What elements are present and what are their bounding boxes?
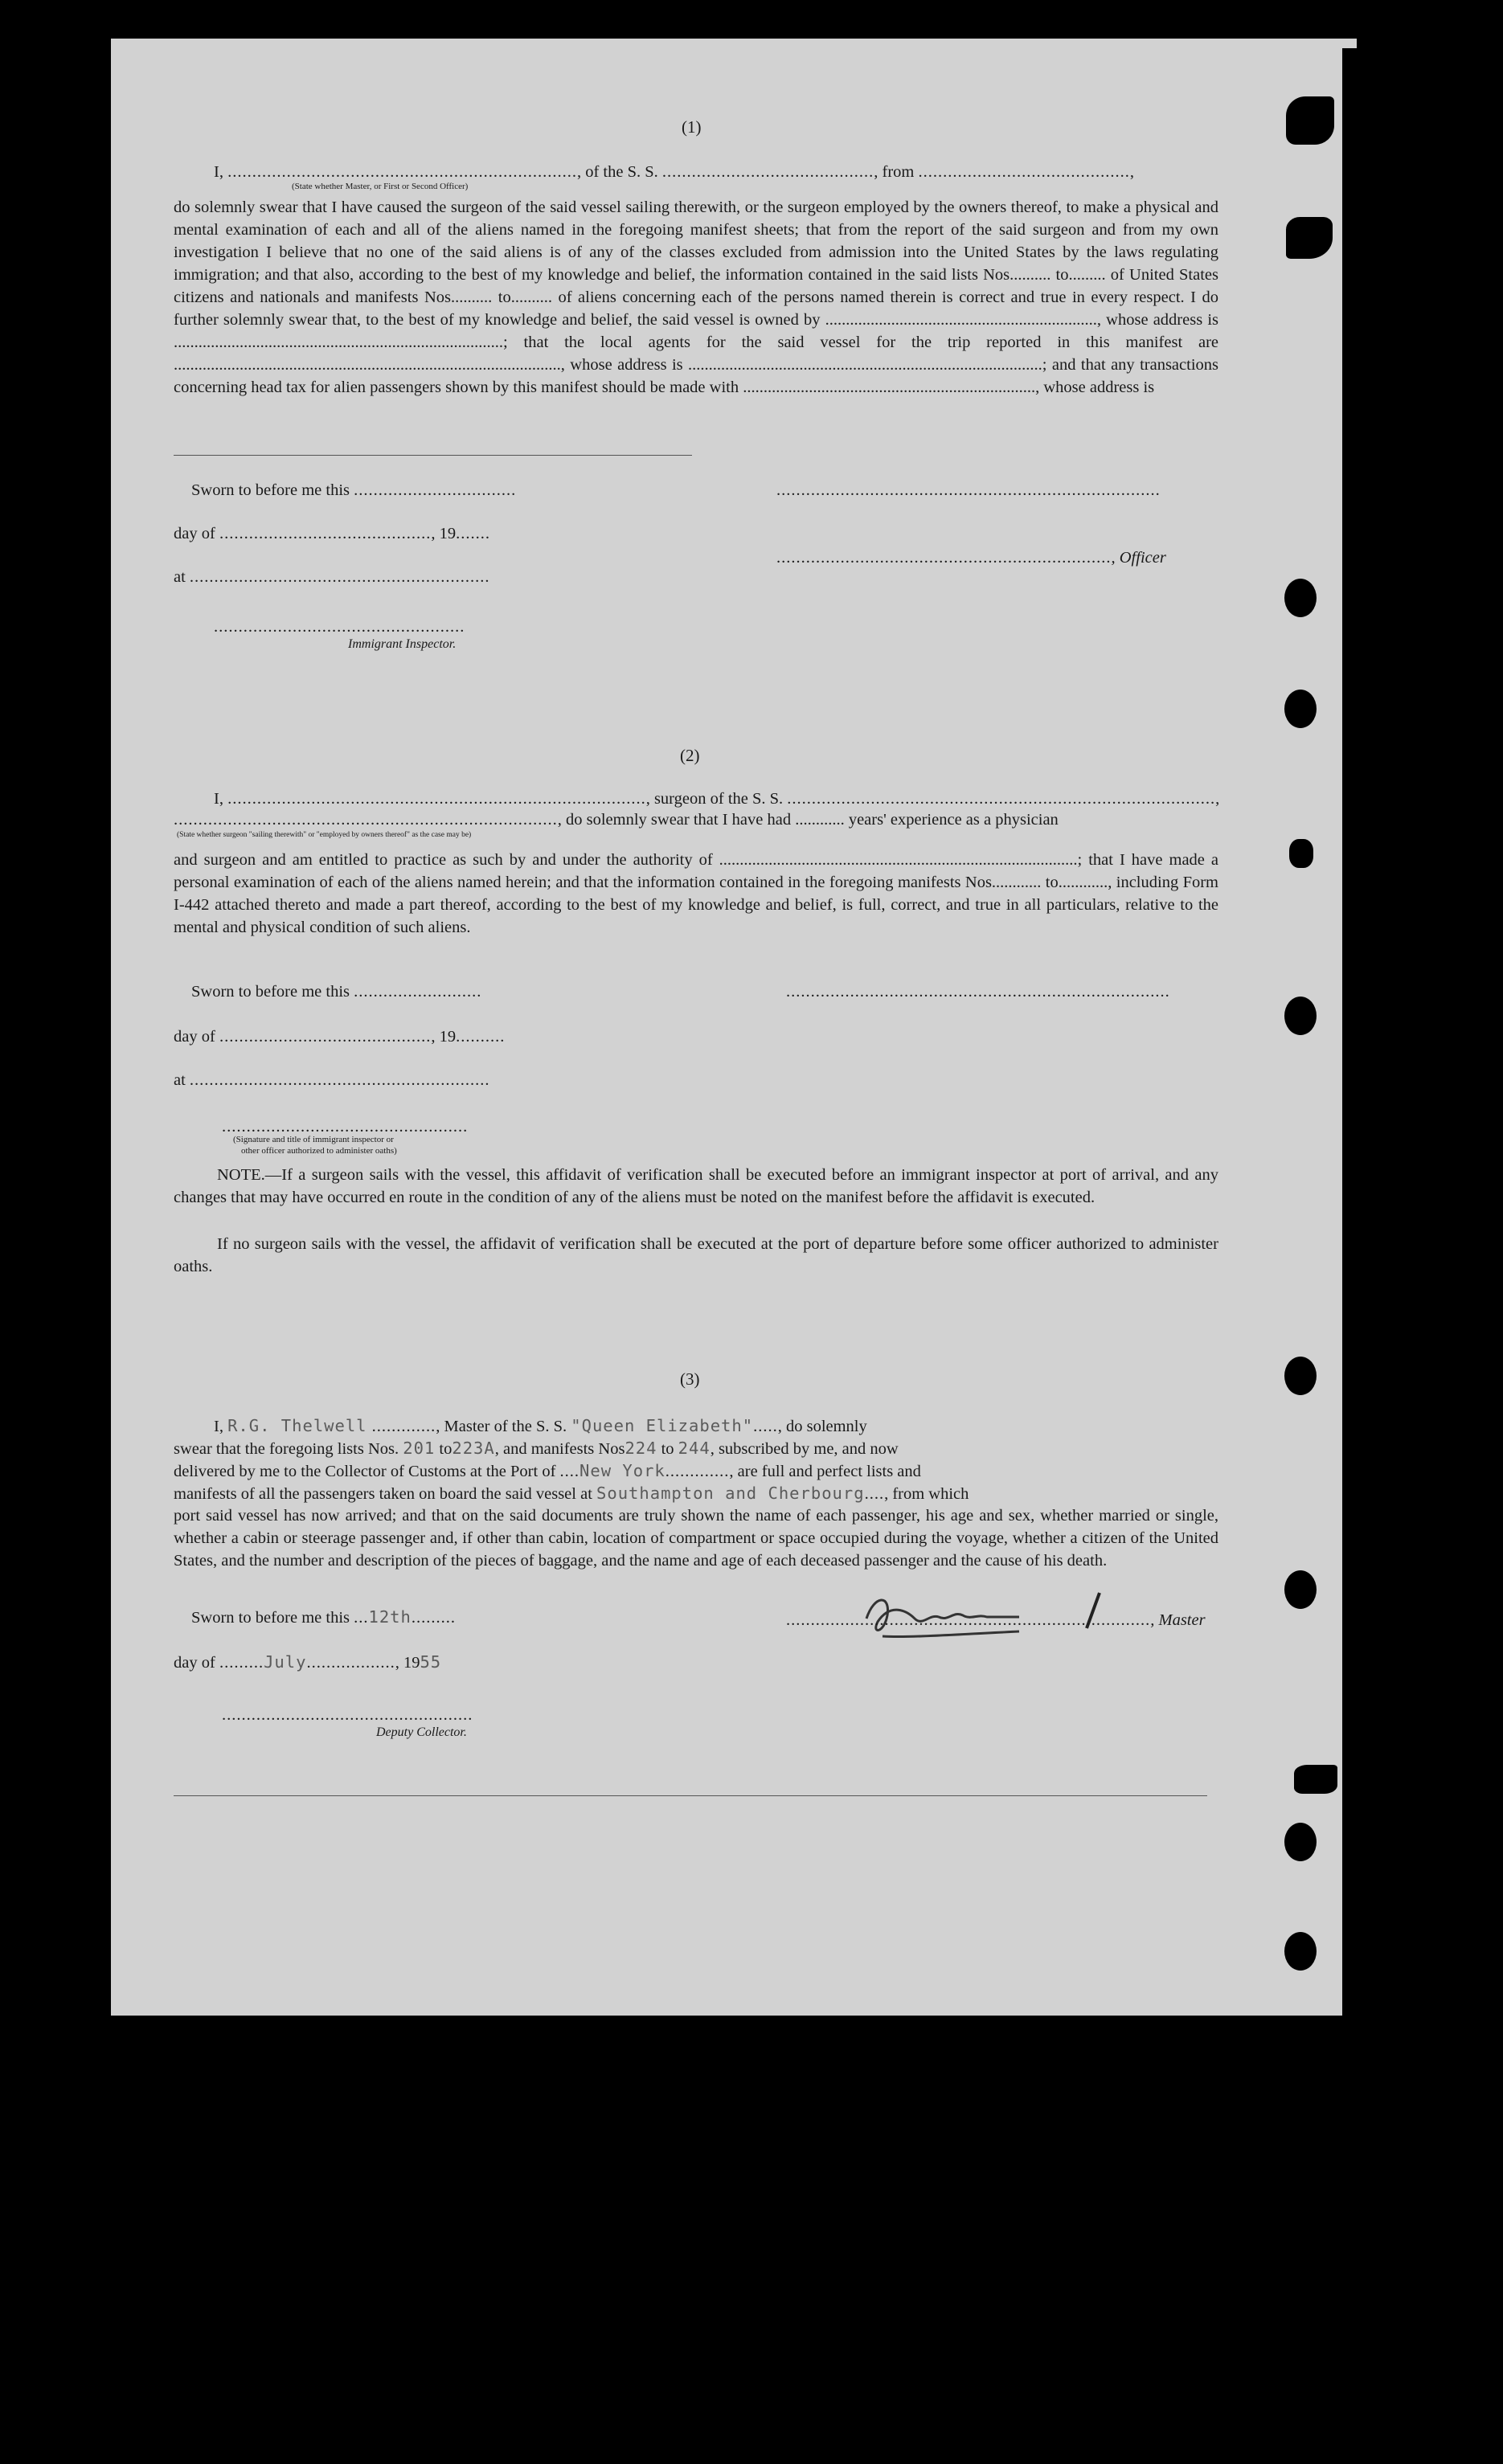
section2-sig-caption-1: (Signature and title of immigrant inspector or bbox=[233, 1135, 394, 1144]
section2-day-label: day of bbox=[174, 1028, 215, 1046]
torn-edge bbox=[1286, 217, 1333, 259]
section3-line4: manifests of all the passengers taken on board the said vessel at Southampton and Cherbourg...., from which bbox=[174, 1484, 969, 1503]
section2-line1-i: I, bbox=[214, 790, 223, 808]
section3-swear: swear that the foregoing lists Nos. bbox=[174, 1440, 399, 1458]
section1-line1: I, ......................................................................., of the S. S. ..........................................., from ..........................................., bbox=[214, 163, 1135, 181]
torn-edge bbox=[1294, 1765, 1337, 1794]
section3-lists-from: 201 bbox=[403, 1439, 436, 1458]
section2-line2-text: , do solemnly swear that I have had ............ years' experience as a physician bbox=[557, 811, 1059, 829]
section3-deputy: Deputy Collector. bbox=[376, 1725, 467, 1739]
section1-line1-ss: , of the S. S. bbox=[576, 163, 658, 181]
section2-note-text: —If a surgeon sails with the vessel, this affidavit of verification shall be executed before an immigrant inspector at port of arrival, and any changes that may have occurred en route in the condition of any of the aliens must be noted on the manifest before the affidavit is executed. bbox=[174, 1166, 1218, 1206]
section3-port: New York bbox=[579, 1461, 665, 1480]
section1-officer: ...................................................................., Officer bbox=[776, 549, 1166, 567]
section3-sworn-label: Sworn to before me this bbox=[191, 1609, 350, 1627]
section3-month: July bbox=[264, 1652, 307, 1672]
bottom-rule bbox=[174, 1795, 1207, 1796]
section3-master-of: , Master of the S. S. bbox=[436, 1418, 567, 1435]
section1-paragraph: do solemnly swear that I have caused the surgeon of the said vessel sailing therewith, or the surgeon employed by the owners thereof, to make a physical and mental examination of each and all of the aliens named in the foregoing manifest sheets; that from the report of the said surgeon and from my own investigation I believe that no one of the said aliens is of any of the classes excluded from admission into the United States by the laws regulating immigration; and that also, according to the best of my knowledge and belief, the information contained in the said lists Nos.......... to......... of United States citizens and nationals and manifests Nos.......... to.......... of aliens concerning each of the persons named therein is correct and true in every respect. I do further solemnly swear that, to the best of my knowledge and belief, the said vessel is owned by .................................................................., whose address is ................................................................................; that the local agents for the said vessel for the trip reported in this manifest are .............................................................................................., whose address is ......................................................................................; and that any transactions concerning head tax for alien passengers shown by this manifest should be made with ......................................................................., whose address is bbox=[174, 199, 1218, 396]
section3-line3: delivered by me to the Collector of Customs at the Port of ....New York............., are full and perfect lists and bbox=[174, 1461, 921, 1480]
section3-manifests-all: manifests of all the passengers taken on board the said vessel at bbox=[174, 1485, 592, 1503]
section3-subscribed: , subscribed by me, and now bbox=[710, 1440, 899, 1458]
section2-year: , 19 bbox=[431, 1028, 457, 1046]
section1-sworn: Sworn to before me this ................................. bbox=[191, 481, 517, 499]
section1-at: at ............................................................. bbox=[174, 568, 490, 586]
section2-line1-ss: , surgeon of the S. S. bbox=[645, 790, 784, 808]
section3-master-name: R.G. Thelwell bbox=[227, 1416, 367, 1435]
section3-sig-line: ................................................... bbox=[222, 1706, 473, 1724]
section3-from-which: , from which bbox=[884, 1485, 969, 1503]
section1-sworn-label: Sworn to before me this bbox=[191, 481, 350, 499]
section2-day: day of ..........................................., 19.......... bbox=[174, 1028, 506, 1046]
section3-and-manifests: , and manifests Nos bbox=[494, 1440, 625, 1458]
section1-day-label: day of bbox=[174, 525, 215, 542]
section1-line1-from: , from bbox=[874, 163, 915, 181]
section3-line2 bbox=[174, 1437, 899, 1460]
binder-hole bbox=[1284, 1570, 1317, 1609]
section3-to2: to bbox=[661, 1440, 674, 1458]
section2-sig-line: .................................................. bbox=[222, 1118, 469, 1136]
section3-manifests-to: 244 bbox=[678, 1439, 711, 1458]
section1-at-label: at bbox=[174, 568, 186, 586]
torn-edge bbox=[1286, 96, 1334, 145]
section3-year-prefix: , 19 bbox=[395, 1654, 420, 1672]
section2-sworn: Sworn to before me this .......................... bbox=[191, 983, 482, 1001]
section2-blank-right: .............................................................................. bbox=[786, 983, 1170, 1001]
binder-hole bbox=[1284, 579, 1317, 617]
binder-hole bbox=[1284, 1823, 1317, 1861]
section2-note bbox=[174, 1164, 1218, 1209]
section3-sworn-day: 12th bbox=[368, 1607, 412, 1627]
section3-day: day of .........July.................., 1955 bbox=[174, 1652, 442, 1672]
section3-sworn: Sworn to before me this ...12th......... bbox=[191, 1607, 456, 1627]
section2-sworn-label: Sworn to before me this bbox=[191, 983, 350, 1001]
section2-at-label: at bbox=[174, 1071, 186, 1089]
section3-line1: I, R.G. Thelwell ............., Master of the S. S. "Queen Elizabeth"....., do solemnly bbox=[214, 1416, 867, 1435]
section3-i: I, bbox=[214, 1418, 223, 1435]
section1-officer-label: , Officer bbox=[1111, 549, 1166, 567]
section3-departure: Southampton and Cherbourg bbox=[596, 1484, 865, 1503]
section2-caption: (State whether surgeon "sailing therewith" or "employed by owners thereof" as the case may be) bbox=[177, 831, 472, 839]
manifest-page bbox=[111, 39, 1357, 2016]
section2-sig-caption-2: other officer authorized to administer oaths) bbox=[241, 1146, 397, 1156]
section1-sig-line: ................................................... bbox=[214, 618, 465, 636]
section1-inspector: Immigrant Inspector. bbox=[348, 637, 457, 651]
binder-hole bbox=[1284, 1357, 1317, 1395]
section2-note-label: NOTE. bbox=[217, 1166, 265, 1184]
section3-vessel: "Queen Elizabeth" bbox=[571, 1416, 754, 1435]
section1-day: day of ..........................................., 19....... bbox=[174, 525, 490, 542]
section3-master-label: , Master bbox=[1150, 1611, 1206, 1629]
torn-edge bbox=[1289, 839, 1313, 868]
section3-master-line: .........................................................................., Master bbox=[786, 1611, 1206, 1629]
section1-line1-i: I, bbox=[214, 163, 223, 181]
section2-at: at ............................................................. bbox=[174, 1071, 490, 1089]
section3-full: , are full and perfect lists and bbox=[729, 1463, 921, 1480]
section1-number: (1) bbox=[682, 117, 702, 137]
section2-line2: .............................................................................., do solemnly swear that I have had ............ years' experience as a physician bbox=[174, 811, 1059, 829]
section3-delivered: delivered by me to the Collector of Customs at the Port of bbox=[174, 1463, 556, 1480]
section1-address-rule bbox=[174, 455, 692, 456]
binder-hole bbox=[1284, 1932, 1317, 1971]
section2-paragraph: and surgeon and am entitled to practice as such by and under the authority of .......................................................................................; that I have made a personal examination of each of the aliens named herein; and that the information contained in the foregoing manifests Nos............ to............, including Form I-442 attached thereto and made a part thereof, according to the best of my knowledge and belief, is full, correct, and true in all particulars, relative to the mental and physical condition of such aliens. bbox=[174, 851, 1218, 936]
section1-blank-right: .............................................................................. bbox=[776, 481, 1161, 499]
section3-year-suffix: 55 bbox=[420, 1652, 442, 1672]
section2-line1: I, ....................................................................................., surgeon of the S. S. ......................................................................................., bbox=[214, 790, 1221, 808]
section1-year: , 19 bbox=[431, 525, 457, 542]
section2-note-2: If no surgeon sails with the vessel, the affidavit of verification shall be executed at the port of departure before some officer authorized to administer oaths. bbox=[174, 1235, 1218, 1275]
section3-solemnly: , do solemnly bbox=[777, 1418, 867, 1435]
section2-number: (2) bbox=[680, 746, 700, 765]
section3-number: (3) bbox=[680, 1369, 700, 1389]
section3-to1: to bbox=[439, 1440, 453, 1458]
binder-hole bbox=[1284, 690, 1317, 728]
binder-hole bbox=[1284, 997, 1317, 1035]
section3-manifests-from: 224 bbox=[625, 1439, 657, 1458]
section3-day-label: day of bbox=[174, 1654, 215, 1672]
section3-lists-to: 223A bbox=[452, 1439, 495, 1458]
section3-paragraph: port said vessel has now arrived; and that on the said documents are truly shown the name of each passenger, his age and sex, whether married or single, whether a cabin or steerage passenger and, if other than cabin, location of compartment or space occupied during the voyage, whether a citizen of the United States, and the number and description of the pieces of baggage, and the name and age of each deceased passenger and the cause of his death. bbox=[174, 1507, 1218, 1570]
page-edge-shadow bbox=[1342, 48, 1366, 2016]
section1-caption: (State whether Master, or First or Second Officer) bbox=[292, 182, 469, 191]
